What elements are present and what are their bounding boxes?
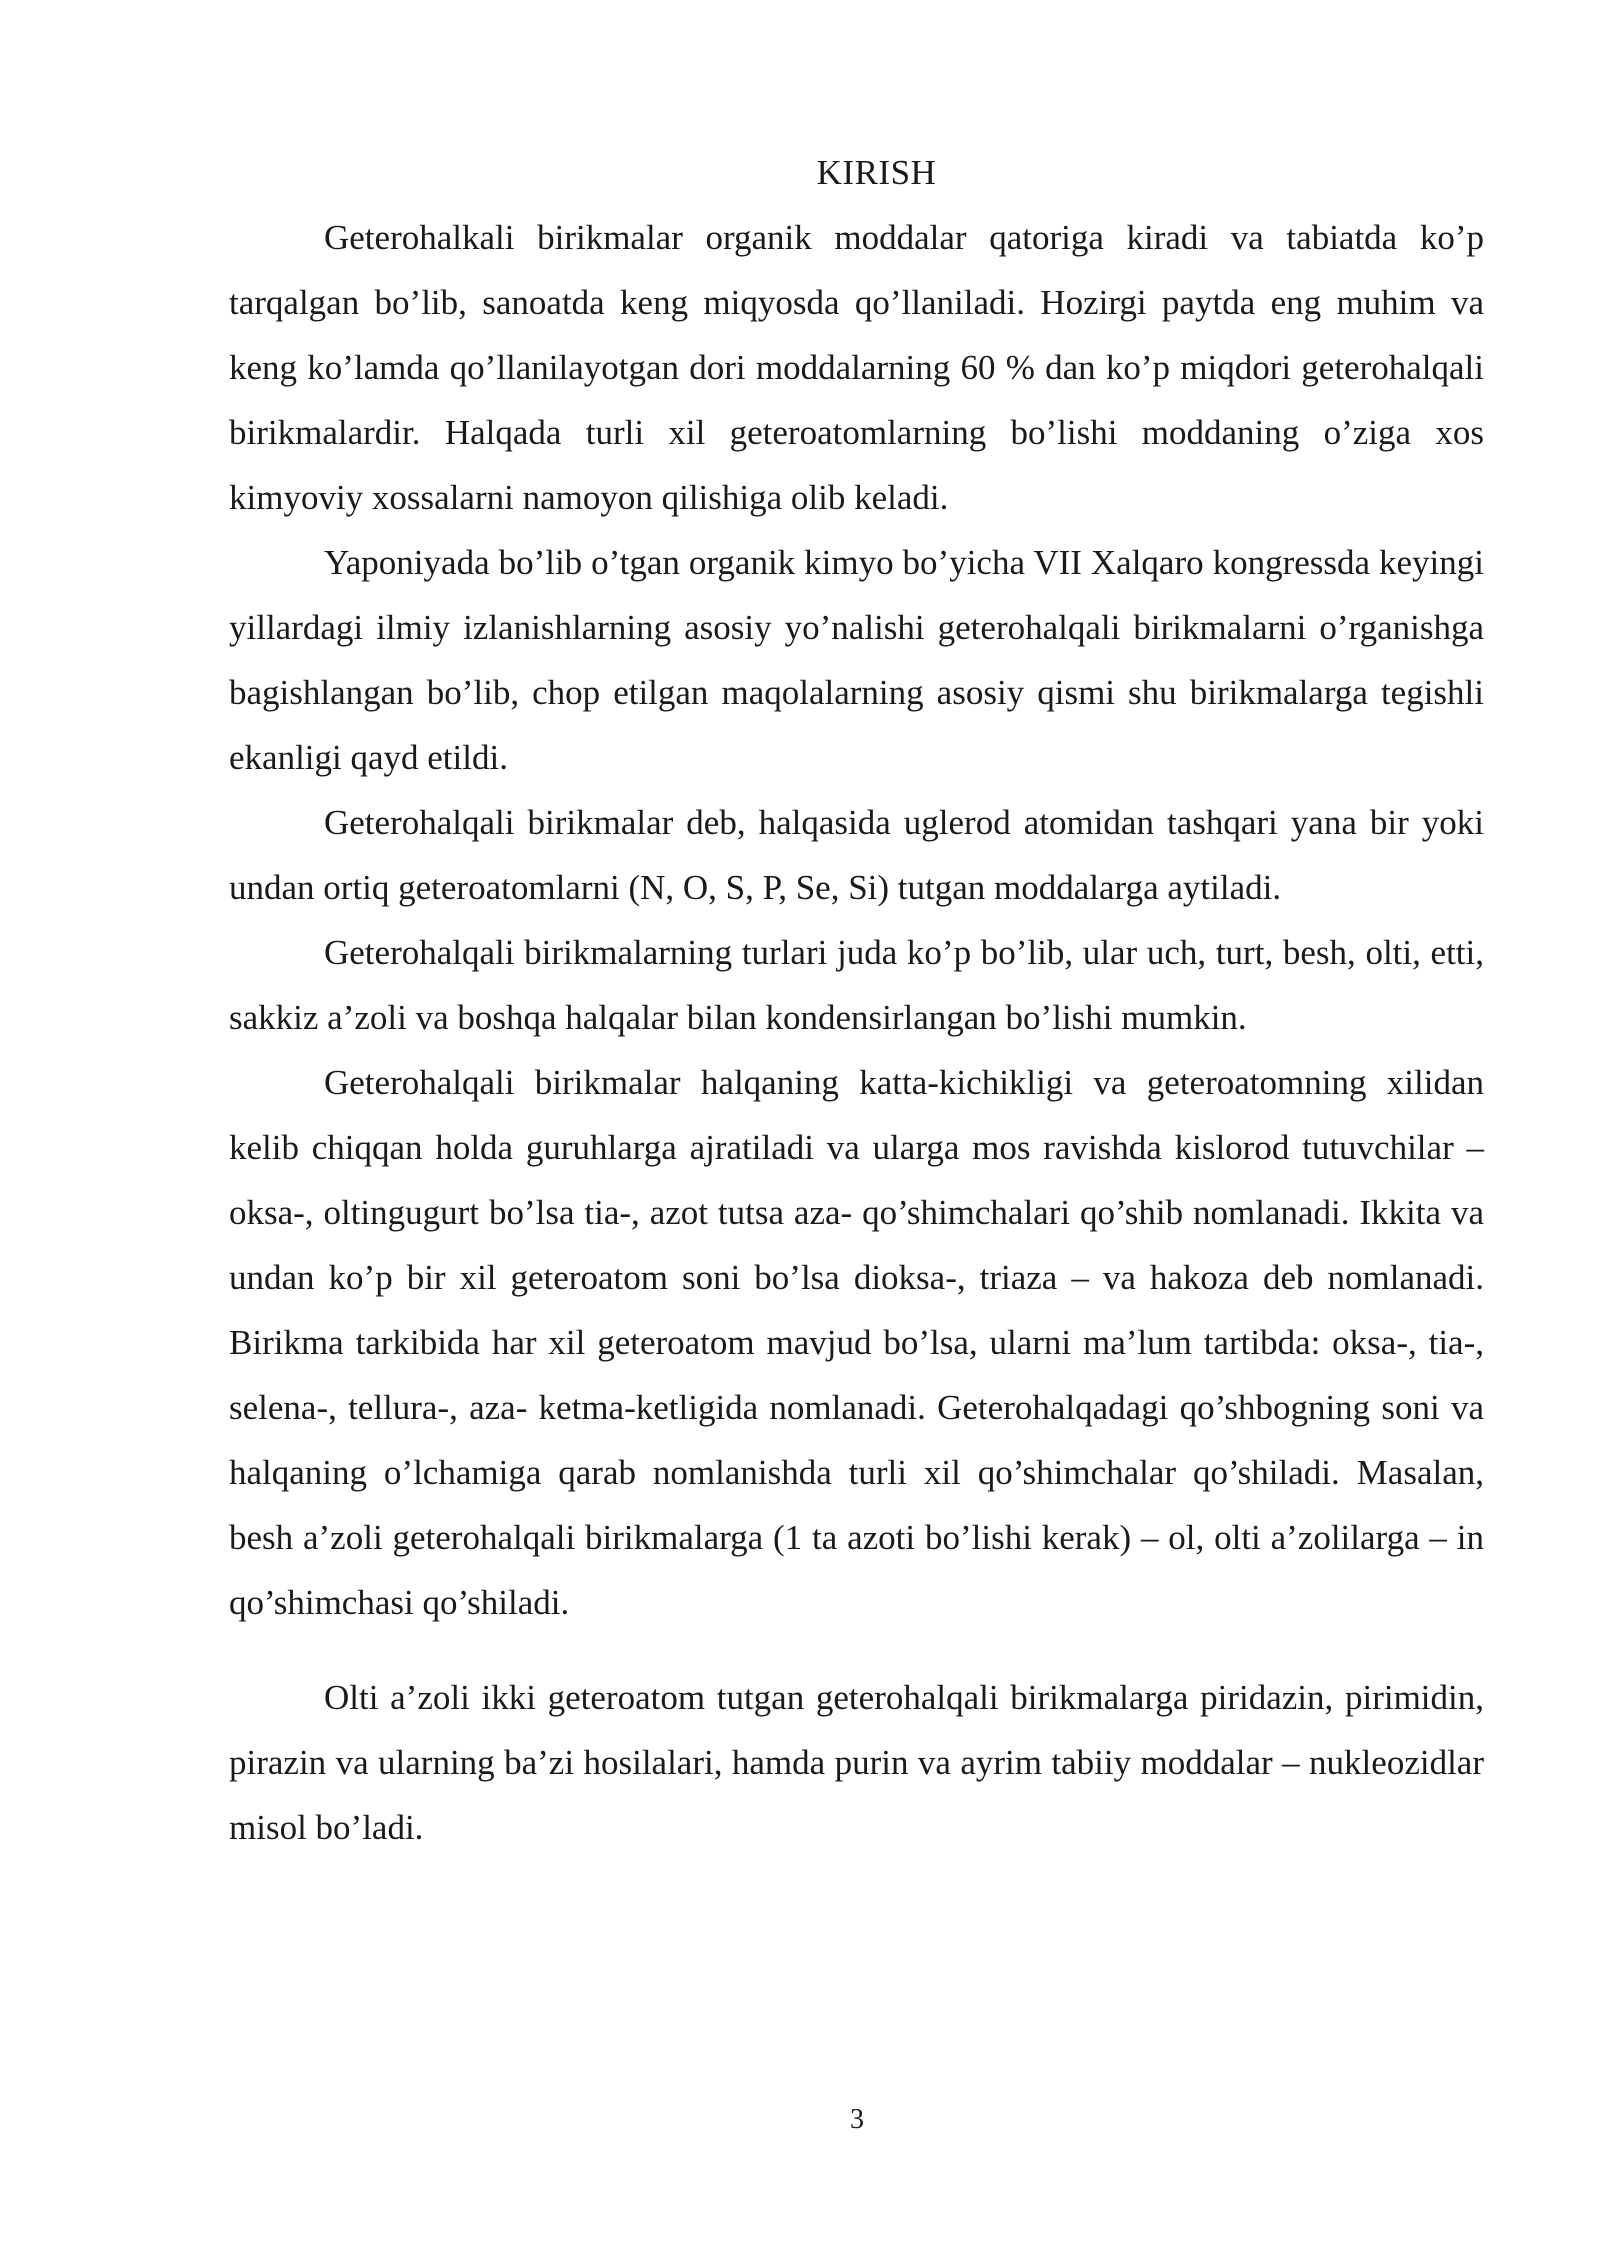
paragraph-types: Geterohalqali birikmalarning turlari juda ko’p bo’lib, ular uch, turt, besh, olti, etti, sakkiz a’zoli va boshqa halqalar bilan kondensirlangan bo’lishi mumkin. — [229, 933, 1484, 1037]
paragraph-japan-congress: Yaponiyada bo’lib o’tgan organik kimyo bo’yicha VII Xalqaro kongressda keyingi yillardagi ilmiy izlanishlarning asosiy yo’nalishi geterohalqali birikmalarni o’rganishga bagishlangan bo’lib, chop etilgan maqolalarning asosiy qismi shu birikmalarga tegishli ekanligi qayd etildi. — [229, 543, 1484, 777]
paragraph-six-membered: Olti a’zoli ikki geteroatom tutgan geterohalqali birikmalarga piridazin, pirimidin, pirazin va ularning ba’zi hosilalari, hamda purin va ayrim tabiiy moddalar – nukleozidlar misol bo’ladi. — [229, 1678, 1484, 1847]
section-heading: KIRISH — [816, 153, 937, 192]
paragraph-intro: Geterohalkali birikmalar organik moddalar qatoriga kiradi va tabiatda ko’p tarqalgan bo’lib, sanoatda keng miqyosda qo’llaniladi. Hozirgi paytda eng muhim va keng ko’lamda qo’llanilayotgan dori moddalarning 60 % dan ko’p miqdori geterohalqali birikmalardir. Halqada turli xil geteroatomlarning bo’lishi moddaning o’ziga xos kimyoviy xossalarni namoyon qilishiga olib keladi. — [229, 218, 1484, 517]
page-content — [229, 140, 1484, 1860]
paragraph-classification: Geterohalqali birikmalar halqaning katta-kichikligi va geteroatomning xilidan kelib chiqqan holda guruhlarga ajratiladi va ularga mos ravishda kislorod tutuvchilar – oksa-, oltingugurt bo’lsa tia-, azot tutsa aza- qo’shimchalari qo’shib nomlanadi. Ikkita va undan ko’p bir xil geteroatom soni bo’lsa dioksa-, triaza – va hakoza deb nomlanadi. Birikma tarkibida har xil geteroatom mavjud bo’lsa, ularni ma’lum tartibda: oksa-, tia-, selena-, tellura-, aza- ketma-ketligida nomlanadi. Geterohalqadagi qo’shbogning soni va halqaning o’lchamiga qarab nomlanishda turli xil qo’shimchalar qo’shiladi. Masalan, besh a’zoli geterohalqali birikmalarga (1 ta azoti bo’lishi kerak) – ol, olti a’zolilarga – in qo’shimchasi qo’shiladi. — [229, 1063, 1484, 1622]
paragraph-definition: Geterohalqali birikmalar deb, halqasida uglerod atomidan tashqari yana bir yoki undan ortiq geteroatomlarni (N, O, S, P, Se, Si) tutgan moddalarga aytiladi. — [229, 803, 1484, 907]
page-number: 3 — [850, 2104, 864, 2135]
